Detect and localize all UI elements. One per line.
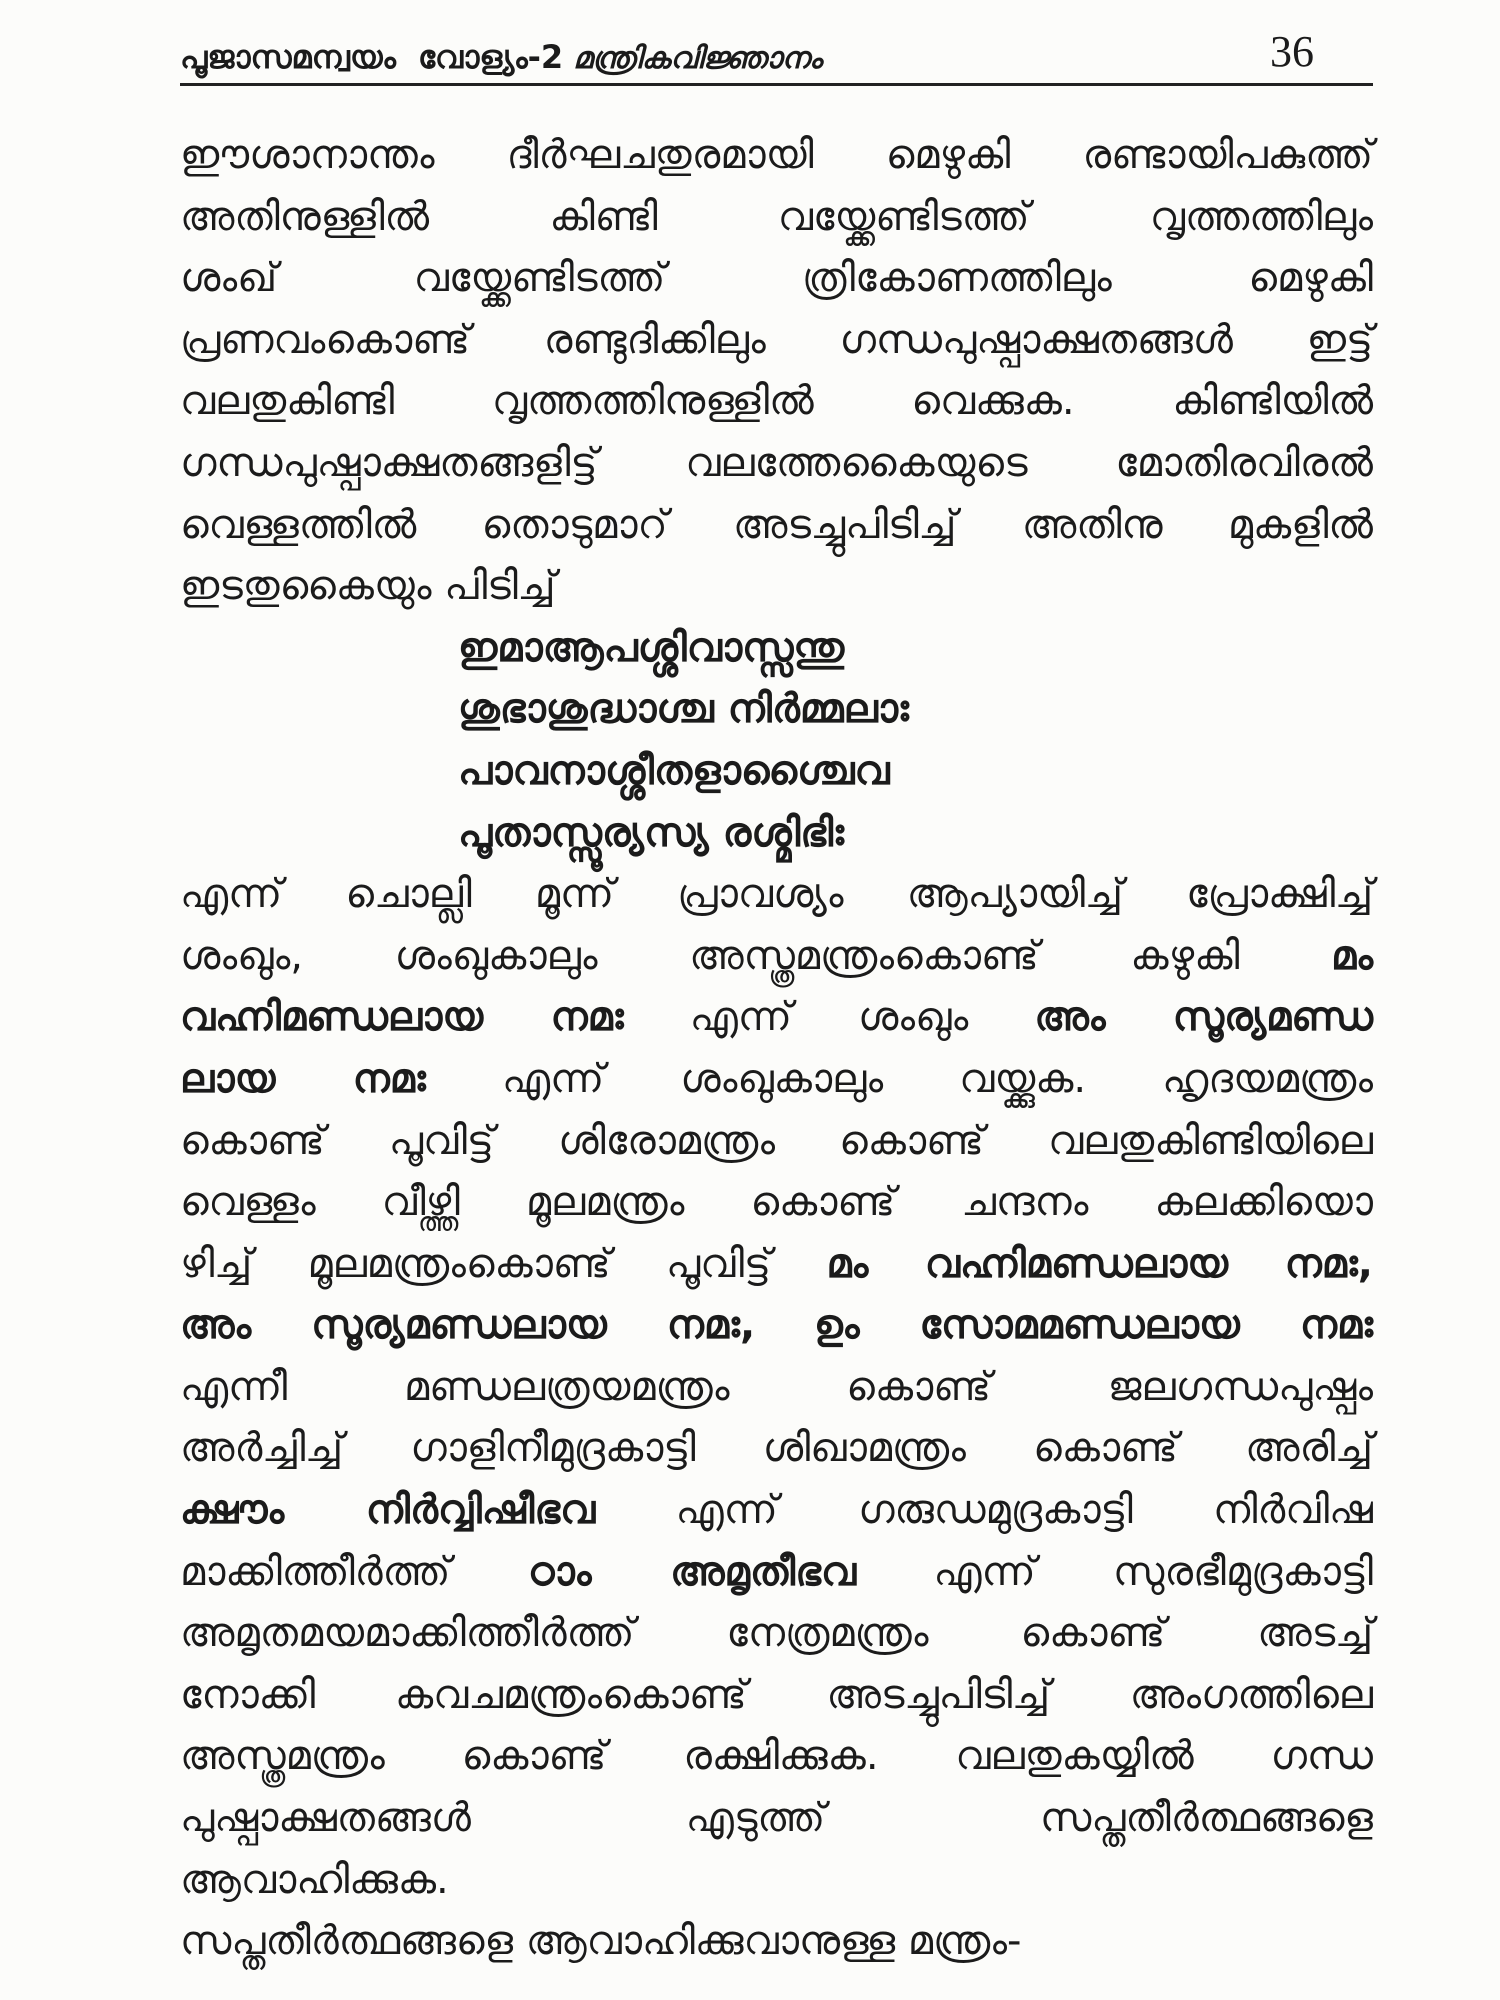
text-segment — [755, 1302, 814, 1348]
running-header — [180, 22, 1373, 82]
header-rule — [180, 83, 1373, 86]
bold-text: അം സൂര്യമണ്ഡ — [1034, 994, 1374, 1041]
text-line: ശംഖ് വയ്ക്കേണ്ടിടത്ത് ത്രികോണത്തിലും മെഴുകി — [180, 255, 1373, 302]
text-line: ഇടതുകൈയും പിടിച്ച് — [180, 563, 556, 610]
text-segment: എന്ന് ശംഖുകാലും വയ്ക്കുക. ഹൃദയമന്ത്രം — [425, 1055, 1373, 1102]
mantra-line: ഇമാആപശ്ശിവാസ്സന്തു — [458, 624, 845, 671]
bold-text: ക്ഷൗം നിർവ്വിഷീഭവ — [180, 1487, 596, 1534]
body-text — [180, 125, 1373, 1973]
section-title: മന്ത്രികവിജ്ഞാനം — [573, 41, 822, 76]
text-segment: സപ്തതീർത്ഥങ്ങളെ ആവാഹിക്കുവാനുള്ള മന്ത്രം- — [180, 1918, 1022, 1965]
text-segment: അർച്ചിച്ച് ഗാളിനീമുദ്രകാട്ടി ശിഖാമന്ത്രം കൊണ്ട് അരിച്ച് — [180, 1425, 1373, 1472]
mantra-line: പാവനാശ്ശീതളാശ്ചൈവ — [458, 747, 890, 794]
bold-text: വഹ്നിമണ്ഡലായ നമഃ — [180, 994, 624, 1041]
text-segment: എന്ന് ഗരുഡമുദ്രകാട്ടി നിർവിഷ — [595, 1487, 1373, 1534]
text-segment: എന്നീ മണ്ഡലത്രയമന്ത്രം കൊണ്ട് ജലഗന്ധപുഷ്പം — [180, 1363, 1373, 1410]
text-line — [180, 1172, 1373, 1234]
mantra-line: പൂതാസ്സൂര്യസ്യ രശ്മിഭിഃ — [458, 809, 845, 856]
mantra-verse — [180, 618, 1373, 864]
text-line — [180, 1357, 1373, 1419]
text-segment: എന്ന് ശംഖും — [623, 994, 1035, 1041]
text-line: വലതുകിണ്ടി വൃത്തത്തിനുള്ളിൽ വെക്കുക. കിണ്ടിയിൽ — [180, 378, 1373, 425]
text-line: ഗന്ധപുഷ്പാക്ഷതങ്ങളിട്ട് വലത്തേകൈയുടെ മോതിരവിരൽ — [180, 439, 1373, 486]
text-segment: അസ്ത്രമന്ത്രം കൊണ്ട് രക്ഷിക്കുക. വലതുകയ്യിൽ ഗന്ധ — [180, 1733, 1373, 1780]
text-line — [180, 1542, 1373, 1604]
text-line: വെള്ളത്തിൽ തൊടുമാറ് അടച്ചുപിടിച്ച് അതിനു മുകളിൽ — [180, 501, 1373, 548]
text-segment: കൊണ്ട് പൂവിട്ട് ശിരോമന്ത്രം കൊണ്ട് വലതുകിണ്ടിയിലെ — [180, 1117, 1373, 1164]
text-segment: എന്ന് ചൊല്ലി മൂന്ന് പ്രാവശ്യം ആപ്യായിച്ച് പ്രോക്ഷിച്ച് — [180, 871, 1373, 918]
paragraph-intro — [180, 125, 1373, 618]
bold-text: ഉം സോമമണ്ഡലായ നമഃ — [813, 1302, 1373, 1349]
text-segment: പുഷ്പാക്ഷതങ്ങൾ എടുത്ത് സപ്തതീർത്ഥങ്ങളെ — [180, 1795, 1373, 1842]
bold-text: മം വഹ്നിമണ്ഡലായ നമഃ, — [826, 1240, 1373, 1287]
text-segment: മാക്കിത്തീർത്ത് — [180, 1548, 528, 1595]
bold-text: ഠാം അമൃതീഭവ — [527, 1548, 857, 1595]
paragraph-2 — [180, 1911, 1373, 1973]
bold-text: ലായ നമഃ — [180, 1055, 426, 1102]
book-title: പൂജാസമന്വയം — [180, 38, 396, 76]
text-line — [180, 1111, 1373, 1173]
text-line — [180, 1726, 1373, 1788]
text-segment: ഴിച്ച് മൂലമന്ത്രംകൊണ്ട് പൂവിട്ട് — [180, 1240, 827, 1287]
text-line: അതിനുള്ളിൽ കിണ്ടി വയ്ക്കേണ്ടിടത്ത് വൃത്തത്തിലും — [180, 193, 1373, 240]
text-segment: വെള്ളം വീഴ്ത്തി മൂലമന്ത്രം കൊണ്ട് ചന്ദനം കലക്കിയൊ — [180, 1179, 1373, 1226]
text-line — [180, 1295, 1373, 1357]
text-segment: നോക്കി കവചമന്ത്രംകൊണ്ട് അടച്ചുപിടിച്ച് അംഗത്തിലെ — [180, 1671, 1373, 1718]
text-line — [180, 1788, 1373, 1850]
text-line — [180, 1418, 1373, 1480]
text-line — [180, 926, 1373, 988]
text-segment: ആവാഹിക്കുക. — [180, 1856, 449, 1903]
text-segment: എന്ന് സുരഭീമുദ്രകാട്ടി — [856, 1548, 1373, 1595]
mantra-line: ശുഭാശുദ്ധാശ്ച നിർമ്മലാഃ — [458, 686, 909, 733]
text-segment: അമൃതമയമാക്കിത്തീർത്ത് നേത്രമന്ത്രം കൊണ്ട് അടച്ച് — [180, 1610, 1373, 1657]
text-line: പ്രണവംകൊണ്ട് രണ്ടുദിക്കിലും ഗന്ധപുഷ്പാക്ഷതങ്ങൾ ഇട്ട് — [180, 316, 1373, 363]
text-line — [180, 987, 1373, 1049]
page-number: 36 — [1270, 27, 1314, 76]
bold-text: അം സൂര്യമണ്ഡലായ നമഃ, — [180, 1302, 756, 1349]
paragraph-1 — [180, 864, 1373, 1911]
text-line: ഈശാനാന്തം ദീർഘചതുരമായി മെഴുകി രണ്ടായിപകുത്ത് — [180, 132, 1373, 178]
text-line — [180, 1049, 1373, 1111]
text-line — [180, 1234, 1373, 1296]
text-line — [180, 864, 1373, 926]
text-line — [180, 1603, 1373, 1665]
volume-label: വോള്യം-2 — [417, 38, 564, 76]
text-segment: ശംഖും, ശംഖുകാലും അസ്ത്രമന്ത്രംകൊണ്ട് കഴുകി — [180, 932, 1332, 979]
running-title — [180, 37, 822, 79]
text-line — [180, 1480, 1373, 1542]
text-line — [180, 1665, 1373, 1727]
text-line — [180, 1850, 1373, 1912]
bold-text: മം — [1331, 932, 1373, 979]
text-line — [180, 1911, 1373, 1973]
